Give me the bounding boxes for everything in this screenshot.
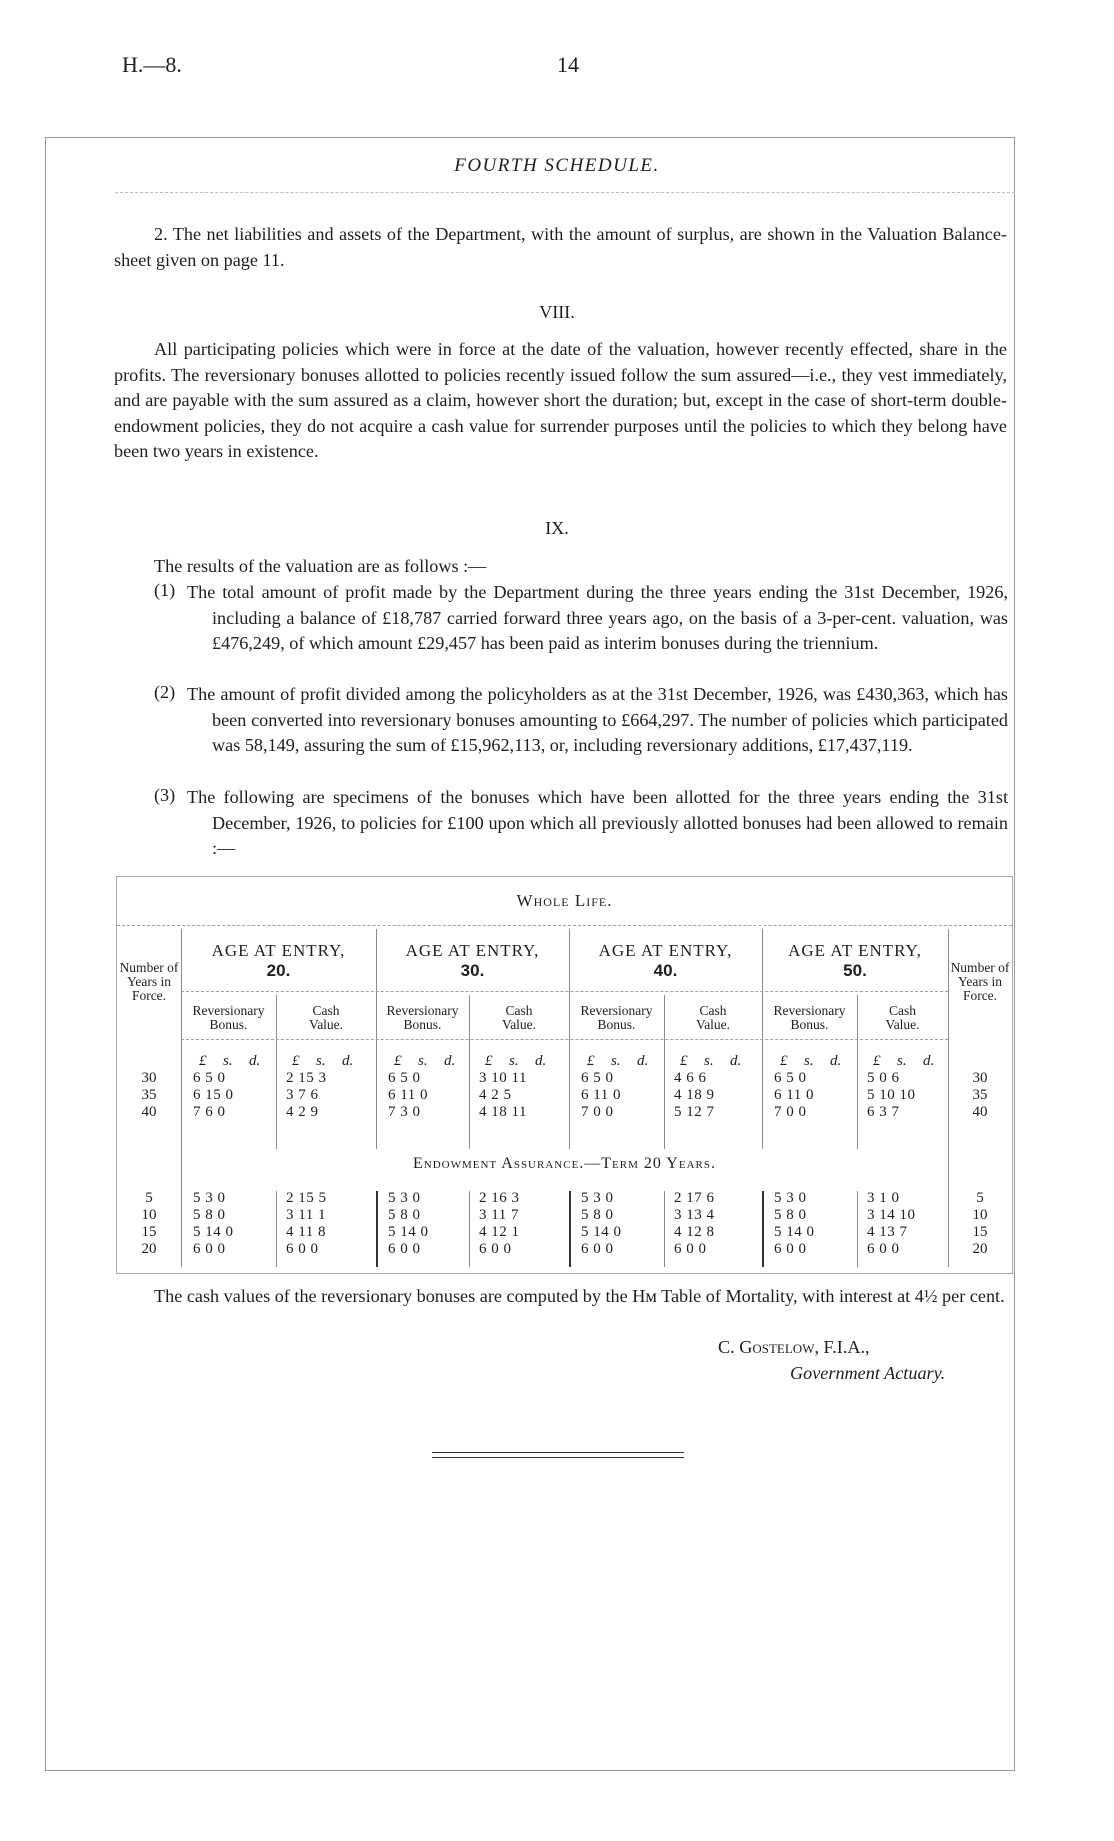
- cash-value-header: Cash Value.: [695, 1003, 731, 1032]
- unit-pound: £: [292, 1053, 300, 1069]
- endowment-years: 5: [145, 1190, 153, 1206]
- age-heading: AGE AT ENTRY,: [788, 941, 922, 960]
- section-ix-intro: The results of the valuation are as follows :—: [154, 556, 487, 576]
- column-line: [857, 1191, 858, 1267]
- endowment-years: 15: [972, 1224, 988, 1240]
- section-viii-text: All participating policies which were in force at the date of the valuation, however recently effected, share in the profits. The reversionary bonuses allotted to policies recently issued follow the sum assured—i.e., they vest immediately, and are payable with the sum assured as a claim, however short the duration; but, except in the case of short-term double-endowment policies, they do not acquire a cash value for surrender purposes until the policies to which they belong have been two years in existence.: [114, 339, 1007, 461]
- unit-shillings: s.: [704, 1053, 714, 1069]
- years-column-header-left: Number of Years in Force.: [119, 960, 179, 1003]
- column-line: [569, 1191, 571, 1267]
- item-text: The following are specimens of the bonuses which have been allotted for the three years ending the 31st December, 1926, to policies for £100 upon which all previously allotted bonuses had been allowed to remain :—: [187, 787, 1008, 858]
- column-line: [376, 1191, 378, 1267]
- table-rule: [181, 1039, 948, 1040]
- whole-life-cell: 7 6 0: [193, 1104, 226, 1120]
- unit-pound: £: [199, 1053, 207, 1069]
- item-number: (3): [154, 785, 176, 805]
- column-line: [762, 1191, 764, 1267]
- whole-life-cell: 4 2 9: [286, 1104, 319, 1120]
- whole-life-cell: 6 5 0: [193, 1070, 226, 1086]
- whole-life-cell: 6 5 0: [774, 1070, 807, 1086]
- page-number: 14: [557, 52, 579, 77]
- endowment-years: 15: [141, 1224, 157, 1240]
- endowment-cell: 3 11 7: [479, 1207, 519, 1223]
- endowment-years: 10: [972, 1207, 988, 1223]
- unit-pound: £: [587, 1053, 595, 1069]
- unit-pound: £: [780, 1053, 788, 1069]
- endowment-cell: 3 13 4: [674, 1207, 715, 1223]
- whole-life-cell: 5 12 7: [674, 1104, 715, 1120]
- endowment-title: Endowment Assurance.—Term 20 Years.: [413, 1155, 716, 1172]
- whole-life-cell: 7 0 0: [774, 1104, 807, 1120]
- endowment-cell: 5 3 0: [388, 1190, 421, 1206]
- signature-title: Government Actuary.: [790, 1363, 946, 1383]
- endowment-cell: 5 8 0: [774, 1207, 807, 1223]
- whole-life-cell: 6 5 0: [581, 1070, 614, 1086]
- endowment-cell: 6 0 0: [479, 1241, 512, 1257]
- endowment-cell: 5 3 0: [581, 1190, 614, 1206]
- endowment-cell: 5 3 0: [193, 1190, 226, 1206]
- endowment-cell: 4 11 8: [286, 1224, 326, 1240]
- item-number: (1): [154, 580, 176, 600]
- endowment-cell: 4 12 1: [479, 1224, 520, 1240]
- whole-life-cell: 5 10 10: [867, 1087, 916, 1103]
- whole-life-title: Whole Life.: [516, 891, 613, 910]
- cash-value-header: Cash Value.: [885, 1003, 920, 1032]
- unit-pound: £: [485, 1053, 493, 1069]
- endowment-cell: 2 15 5: [286, 1190, 327, 1206]
- unit-pence: d.: [342, 1053, 354, 1069]
- endowment-years: 20: [972, 1241, 988, 1257]
- item-text: The total amount of profit made by the Department during the three years ending the 31st December, 1926, including a balance of £18,787 carried forward three years ago, on the basis of a 3-per-cent. valuation, was £476,249, of which amount £29,457 has been paid as interim bonuses during the triennium.: [187, 582, 1008, 653]
- unit-pence: d.: [444, 1053, 456, 1069]
- whole-life-cell: 7 3 0: [388, 1104, 421, 1120]
- section-viii-heading: VIII.: [539, 302, 575, 322]
- age-value: 30.: [460, 961, 485, 980]
- endowment-cell: 5 8 0: [193, 1207, 226, 1223]
- whole-life-cell: 4 2 5: [479, 1087, 512, 1103]
- whole-life-cell: 4 18 11: [479, 1104, 527, 1120]
- age-value: 50.: [843, 961, 867, 980]
- endowment-cell: 5 8 0: [388, 1207, 421, 1223]
- whole-life-cell: 3 7 6: [286, 1087, 319, 1103]
- endowment-cell: 2 16 3: [479, 1190, 520, 1206]
- whole-life-cell: 2 15 3: [286, 1070, 327, 1086]
- whole-life-cell: 4 18 9: [674, 1087, 715, 1103]
- cash-value-header: Cash Value.: [501, 1003, 537, 1032]
- table-rule: [117, 925, 1012, 926]
- whole-life-years: 30: [972, 1070, 988, 1086]
- endowment-cell: 3 11 1: [286, 1207, 326, 1223]
- whole-life-cell: 6 11 0: [774, 1087, 814, 1103]
- endowment-years: 10: [141, 1207, 157, 1223]
- document-code: H.—8.: [122, 52, 182, 77]
- whole-life-years: 35: [141, 1087, 157, 1103]
- endowment-cell: 6 0 0: [867, 1241, 900, 1257]
- unit-shillings: s.: [611, 1053, 621, 1069]
- endowment-cell: 6 0 0: [674, 1241, 707, 1257]
- unit-pence: d.: [249, 1053, 261, 1069]
- age-heading: AGE AT ENTRY,: [598, 941, 733, 960]
- whole-life-years: 40: [972, 1104, 988, 1120]
- years-column-header-right: Number of Years in Force.: [950, 960, 1010, 1003]
- footnote: The cash values of the reversionary bonuses are computed by the Hᴍ Table of Mortality, with interest at 4½ per cent.: [154, 1286, 1005, 1306]
- schedule-title: FOURTH SCHEDULE.: [454, 155, 660, 176]
- whole-life-cell: 6 11 0: [581, 1087, 621, 1103]
- endowment-cell: 4 12 8: [674, 1224, 715, 1240]
- age-heading: AGE AT ENTRY,: [211, 941, 346, 960]
- whole-life-cell: 6 11 0: [388, 1087, 428, 1103]
- whole-life-cell: 3 10 11: [479, 1070, 527, 1086]
- unit-shillings: s.: [897, 1053, 907, 1069]
- endowment-cell: 5 3 0: [774, 1190, 807, 1206]
- paragraph-2: 2. The net liabilities and assets of the Department, with the amount of surplus, are shown in the Valuation Balance-sheet given on page 11.: [114, 224, 1007, 270]
- signature-name: C. Gostelow, F.I.A.,: [718, 1337, 870, 1357]
- endowment-cell: 5 14 0: [193, 1224, 234, 1240]
- closing-double-rule: [432, 1452, 684, 1458]
- age-value: 40.: [653, 961, 678, 980]
- whole-life-years: 30: [141, 1070, 157, 1086]
- endowment-cell: 2 17 6: [674, 1190, 715, 1206]
- endowment-cell: 6 0 0: [581, 1241, 614, 1257]
- endowment-cell: 4 13 7: [867, 1224, 908, 1240]
- item-number: (2): [154, 682, 176, 702]
- unit-pence: d.: [535, 1053, 547, 1069]
- unit-shillings: s.: [509, 1053, 519, 1069]
- whole-life-cell: 6 3 7: [867, 1104, 900, 1120]
- divider: [115, 192, 1015, 193]
- whole-life-cell: 6 5 0: [388, 1070, 421, 1086]
- whole-life-years: 35: [972, 1087, 988, 1103]
- endowment-cell: 3 14 10: [867, 1207, 916, 1223]
- endowment-cell: 5 14 0: [581, 1224, 622, 1240]
- endowment-years: 20: [141, 1241, 157, 1257]
- column-line: [664, 1191, 665, 1267]
- unit-pence: d.: [637, 1053, 649, 1069]
- whole-life-years: 40: [141, 1104, 157, 1120]
- unit-pence: d.: [923, 1053, 935, 1069]
- bonus-table: [116, 876, 1013, 1274]
- section-ix-heading: IX.: [545, 518, 569, 538]
- endowment-cell: 5 14 0: [388, 1224, 429, 1240]
- unit-pence: d.: [730, 1053, 742, 1069]
- endowment-years: 5: [976, 1190, 984, 1206]
- unit-shillings: s.: [804, 1053, 814, 1069]
- whole-life-cell: 4 6 6: [674, 1070, 707, 1086]
- whole-life-cell: 6 15 0: [193, 1087, 234, 1103]
- whole-life-cell: 5 0 6: [867, 1070, 900, 1086]
- reversionary-bonus-header: Reversionary Bonus.: [580, 1003, 653, 1032]
- unit-shillings: s.: [223, 1053, 233, 1069]
- reversionary-bonus-header: Reversionary Bonus.: [192, 1003, 265, 1032]
- endowment-cell: 6 0 0: [193, 1241, 226, 1257]
- reversionary-bonus-header: Reversionary Bonus.: [386, 1003, 459, 1032]
- age-heading: AGE AT ENTRY,: [405, 941, 540, 960]
- endowment-cell: 6 0 0: [388, 1241, 421, 1257]
- table-rule: [181, 991, 948, 992]
- unit-shillings: s.: [418, 1053, 428, 1069]
- column-line: [948, 929, 949, 1267]
- unit-pound: £: [394, 1053, 402, 1069]
- whole-life-cell: 7 0 0: [581, 1104, 614, 1120]
- unit-pound: £: [680, 1053, 688, 1069]
- endowment-cell: 6 0 0: [774, 1241, 807, 1257]
- unit-pound: £: [873, 1053, 881, 1069]
- column-line: [276, 1191, 277, 1267]
- cash-value-header: Cash Value.: [308, 1003, 344, 1032]
- unit-shillings: s.: [316, 1053, 326, 1069]
- endowment-cell: 3 1 0: [867, 1190, 900, 1206]
- reversionary-bonus-header: Reversionary Bonus.: [773, 1003, 846, 1032]
- endowment-cell: 5 14 0: [774, 1224, 815, 1240]
- age-value: 20.: [266, 961, 291, 980]
- unit-pence: d.: [830, 1053, 842, 1069]
- column-line: [469, 1191, 470, 1267]
- endowment-cell: 6 0 0: [286, 1241, 319, 1257]
- item-text: The amount of profit divided among the policyholders as at the 31st December, 1926, was £430,363, which has been converted into reversionary bonuses amounting to £664,297. The number of policies which participated was 58,149, assuring the sum of £15,962,113, or, including reversionary additions, £17,437,119.: [187, 684, 1008, 755]
- endowment-cell: 5 8 0: [581, 1207, 614, 1223]
